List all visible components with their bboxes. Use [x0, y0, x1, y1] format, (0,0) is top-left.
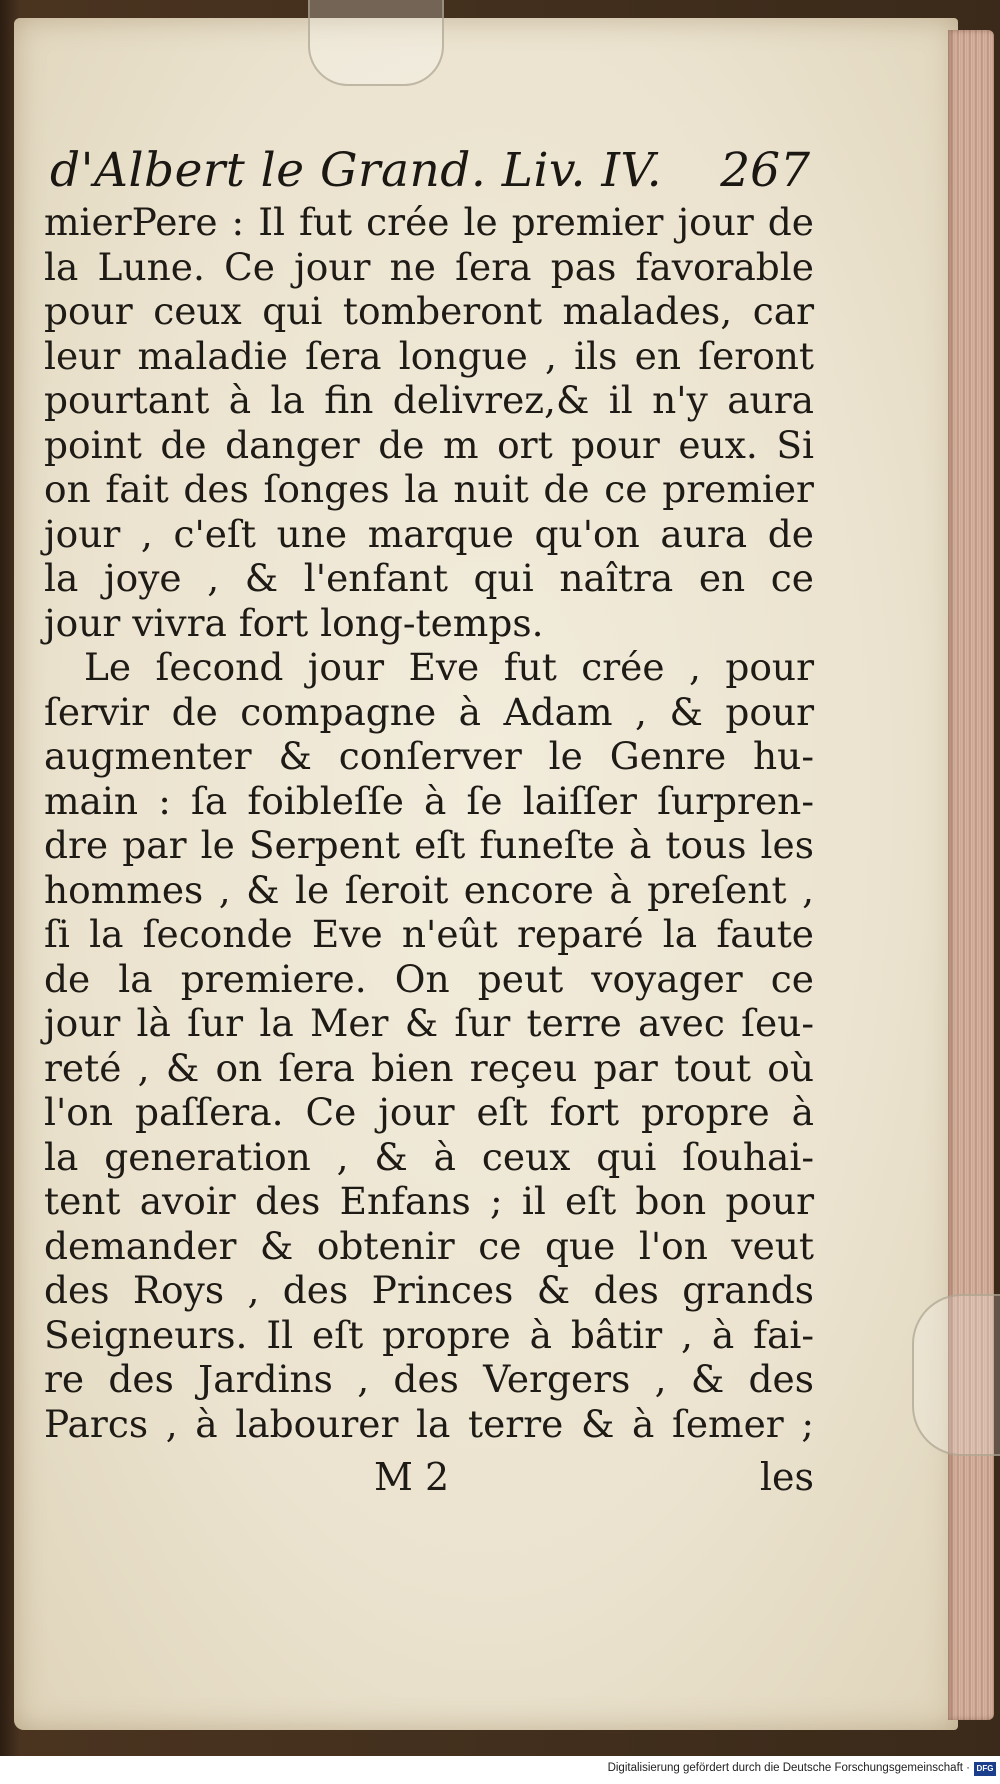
text-line: pour ceux qui tomberont malades, car [44, 289, 814, 333]
page-footer [44, 1452, 814, 1502]
text-line: demander & obtenir ce que l'on veut [44, 1223, 814, 1268]
text-line: reté , & on ſera bien reçeu par tout où [44, 1045, 814, 1090]
running-title: d'Albert le Grand. Liv. IV. [50, 143, 663, 198]
text-line: point de danger de m ort pour eux. Si [44, 422, 814, 467]
page-edges [948, 30, 994, 1720]
text-line: Parcs , à labourer la terre & à ſemer ; [44, 1401, 814, 1446]
text-line: la generation , & à ceux qui ſouhai- [44, 1134, 814, 1179]
page-number: 267 [720, 143, 810, 198]
credit-text: Digitalisierung gefördert durch die Deutsche Forschungsgemeinschaft · [607, 1762, 970, 1774]
text-line: jour là ſur la Mer & ſur terre avec ſeu- [44, 1001, 814, 1045]
paragraph-start-line: Le ſecond jour Eve fut crée , pour [84, 645, 814, 689]
text-line: de la premiere. On peut voyager ce [44, 956, 814, 1001]
text-line: Seigneurs. Il eſt propre à bâtir , à fai- [44, 1312, 814, 1357]
text-line: mierPere : Il fut crée le premier jour de [44, 200, 814, 244]
text-line: re des Jardins , des Vergers , & des [44, 1357, 814, 1401]
body-text [44, 200, 814, 1446]
text-line: tent avoir des Enfans ; il eſt bon pour [44, 1179, 814, 1223]
text-line: hommes , & le ſeroit encore à preſent , [44, 867, 814, 912]
text-line: ſi la ſeconde Eve n'eût reparé la faute [44, 912, 814, 956]
text-line: jour vivra fort long-temps. [44, 600, 544, 645]
page-header [50, 136, 810, 206]
text-line: leur maladie ſera longue , ils en ſeront [44, 333, 814, 378]
top-clip [308, 0, 444, 86]
catchword: les [759, 1455, 814, 1499]
credit-bar [0, 1756, 1000, 1784]
side-clip [912, 1294, 1000, 1456]
text-line: on fait des ſonges la nuit de ce premier [44, 467, 814, 511]
text-line: jour , c'eſt une marque qu'on aura de [44, 511, 814, 556]
text-line: ſervir de compagne à Adam , & pour [44, 689, 814, 734]
text-line: main : ſa foibleſſe à ſe laiſſer ſurpren- [44, 778, 814, 823]
dfg-logo: DFG [974, 1762, 996, 1776]
signature-mark: M 2 [374, 1455, 450, 1499]
text-line: augmenter & conſerver le Genre hu- [44, 734, 814, 778]
text-line: l'on paſſera. Ce jour eſt fort propre à [44, 1090, 814, 1134]
text-line: la Lune. Ce jour ne ſera pas favorable [44, 244, 814, 289]
text-line: pourtant à la fin delivrez,& il n'y aura [44, 378, 814, 422]
text-line: la joye , & l'enfant qui naîtra en ce [44, 556, 814, 600]
text-line: dre par le Serpent eſt funeſte à tous les [44, 823, 814, 867]
text-line: des Roys , des Princes & des grands [44, 1268, 814, 1312]
